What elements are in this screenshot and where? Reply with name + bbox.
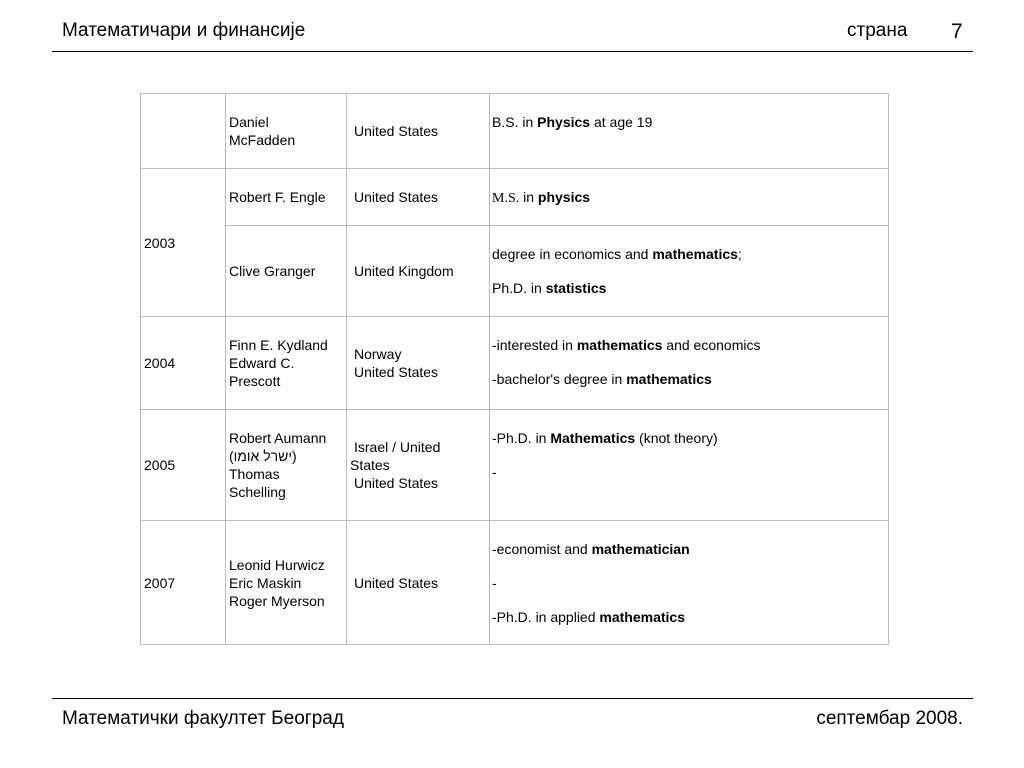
names-cell [226, 410, 347, 521]
country-cell [347, 169, 490, 226]
laureate-name: Leonid Hurwicz [229, 556, 325, 573]
education-line: degree in economics and mathematics; [492, 246, 742, 262]
education-line: -economist and mathematician [492, 541, 690, 557]
country-cell [347, 317, 490, 410]
laureate-name: Finn E. Kydland [229, 337, 328, 353]
country-name: United States [354, 189, 439, 205]
footer-date: септембар 2008. [816, 708, 963, 729]
slide-title: Математичари и финансије [62, 20, 306, 41]
laureate-name: Edward C. [229, 355, 295, 371]
education-cell [490, 94, 889, 169]
table-row [141, 521, 889, 645]
education-cell [490, 169, 889, 226]
country-cell [347, 521, 490, 645]
year-cell: 2005 [141, 410, 226, 521]
laureate-name: McFadden [229, 132, 296, 148]
laureate-name: Robert Aumann [229, 430, 327, 446]
education-line: Ph.D. in statistics [492, 280, 607, 296]
table-row [141, 169, 889, 226]
table-row [141, 94, 889, 169]
country-cell [347, 226, 490, 317]
laureate-name: Robert F. Engle [229, 189, 326, 205]
slide-header [52, 0, 973, 52]
table-row [141, 410, 889, 521]
country-name: States [350, 457, 390, 473]
country-name: United Kingdom [354, 263, 454, 279]
year-cell: 2007 [141, 521, 226, 645]
names-cell [226, 169, 347, 226]
names-cell [226, 94, 347, 169]
education-cell [490, 317, 889, 410]
education-line: B.S. in Physics at age 19 [492, 114, 653, 130]
laureate-name: Eric Maskin [229, 574, 302, 591]
year-cell [141, 94, 226, 169]
education-line: - [492, 464, 497, 480]
laureate-name: Schelling [229, 484, 286, 500]
country-name: United States [354, 364, 439, 380]
year-cell: 2004 [141, 317, 226, 410]
education-cell [490, 226, 889, 317]
education-line: -Ph.D. in applied mathematics [492, 609, 685, 625]
education-cell [490, 521, 889, 645]
education-line: -Ph.D. in Mathematics (knot theory) [492, 430, 718, 446]
laureate-name: Prescott [229, 373, 281, 389]
laureate-name: Daniel [229, 114, 269, 130]
education-line: -bachelor's degree in mathematics [492, 371, 712, 387]
education-line: -interested in mathematics and economics [492, 337, 761, 353]
page-number: 7 [951, 20, 963, 43]
education-cell [490, 410, 889, 521]
page-label: страна [847, 20, 908, 41]
names-cell [226, 317, 347, 410]
country-name: Norway [354, 346, 402, 362]
education-line: M.S. in physics [492, 189, 591, 206]
slide-footer [52, 698, 973, 729]
country-name: United States [354, 475, 439, 491]
table-row [141, 226, 889, 317]
names-cell [226, 226, 347, 317]
names-cell [226, 521, 347, 645]
laureate-name: Thomas [229, 466, 280, 482]
education-line: - [492, 575, 497, 591]
country-cell [347, 410, 490, 521]
country-name: United States [354, 123, 439, 139]
laureate-name: Roger Myerson [229, 592, 325, 609]
footer-institution: Математички факултет Београд [62, 708, 344, 729]
laureate-name: (ישרל אומו) [229, 448, 297, 464]
country-name: United States [354, 574, 439, 591]
laureates-table [140, 93, 889, 645]
country-name: Israel / United [354, 439, 441, 455]
table-row [141, 317, 889, 410]
year-cell: 2003 [141, 169, 226, 317]
country-cell [347, 94, 490, 169]
laureate-name: Clive Granger [229, 263, 316, 279]
